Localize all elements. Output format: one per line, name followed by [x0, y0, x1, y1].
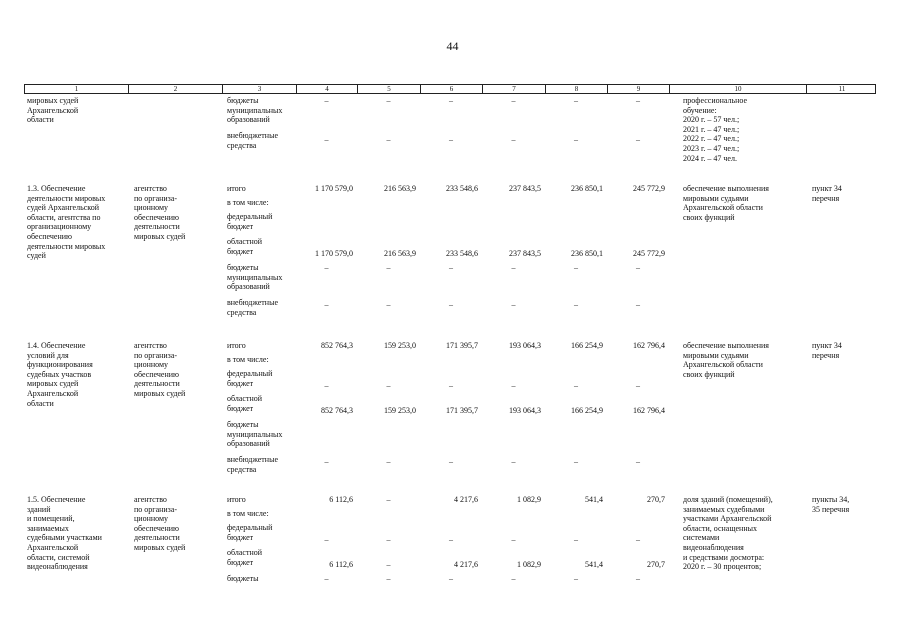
value-cell: –	[636, 574, 640, 583]
value-cell: 270,7	[647, 495, 665, 504]
funding-source-label: федеральный	[227, 523, 273, 532]
indicator-text: Архангельской области	[683, 360, 763, 370]
event-title: и помещений,	[27, 514, 75, 524]
value-cell: –	[636, 96, 640, 105]
indicator-text: обеспечение выполнения	[683, 184, 769, 193]
value-cell: 6 112,6	[329, 495, 353, 504]
value-cell: –	[386, 495, 391, 504]
event-title: области, агентства по	[27, 212, 101, 222]
value-cell: –	[386, 535, 391, 544]
event-title: условий для	[27, 350, 69, 360]
value-cell: –	[386, 300, 391, 309]
value-cell: –	[386, 135, 391, 144]
value-cell: –	[449, 381, 453, 390]
value-cell: –	[636, 535, 640, 544]
value-cell: –	[449, 300, 453, 309]
reference-text: перечня	[812, 193, 840, 203]
value-cell: 193 064,3	[509, 341, 541, 350]
value-cell: 159 253,0	[384, 341, 416, 350]
event-title: Архангельской	[27, 543, 79, 552]
funding-source-label: бюджет	[227, 532, 254, 542]
event-title: 1.3. Обеспечение	[27, 184, 86, 193]
funding-source-label: бюджет	[227, 246, 254, 256]
indicator-text: доля зданий (помещений),	[683, 495, 773, 504]
indicator-text: своих функций	[683, 212, 735, 222]
funding-source-label: областной	[227, 394, 263, 403]
value-cell: 166 254,9	[571, 341, 603, 350]
funding-source-label: областной	[227, 237, 263, 246]
responsible-agency: ционному	[134, 203, 169, 213]
responsible-agency: деятельности	[134, 222, 180, 232]
reference-text: пункт 34	[812, 184, 842, 193]
value-cell: 159 253,0	[384, 406, 416, 415]
responsible-agency: мировых судей	[134, 543, 186, 552]
funding-source-label: образований	[227, 439, 270, 449]
header-col-7: 7	[483, 85, 546, 93]
value-cell: 236 850,1	[571, 184, 603, 193]
value-cell: –	[636, 457, 640, 466]
funding-source-label: средства	[227, 307, 257, 317]
value-cell: –	[636, 381, 640, 390]
header-col-11: 11	[838, 85, 846, 93]
value-cell: 1 170 579,0	[315, 184, 353, 193]
value-cell: –	[511, 457, 516, 466]
value-cell: –	[324, 457, 329, 466]
responsible-agency: мировых судей	[134, 232, 186, 241]
indicator-text: области, оснащенных	[683, 523, 757, 533]
value-cell: –	[386, 560, 391, 569]
value-cell: 4 217,6	[454, 560, 478, 569]
value-cell: –	[386, 96, 391, 105]
value-cell: –	[386, 457, 391, 466]
funding-source-label: бюджеты	[227, 263, 259, 272]
indicator-text: и средствами досмотра:	[683, 552, 765, 562]
value-cell: –	[449, 263, 453, 272]
value-cell: 245 772,9	[633, 184, 665, 193]
funding-source-label: муниципальных	[227, 272, 283, 282]
table-header-row	[24, 84, 876, 94]
indicator-text: обеспечение выполнения	[683, 341, 769, 350]
value-cell: –	[324, 263, 329, 272]
value-cell: –	[386, 263, 391, 272]
page-number: 44	[446, 39, 459, 53]
value-cell: –	[324, 135, 329, 144]
value-cell: –	[449, 96, 453, 105]
funding-source-label: бюджет	[227, 378, 254, 388]
funding-source-label: образований	[227, 115, 270, 125]
indicator-text: 2023 г. – 47 чел.;	[683, 144, 740, 153]
header-col-5: 5	[358, 85, 421, 93]
event-title: области, системой	[27, 552, 90, 562]
reference-text: перечня	[812, 350, 840, 360]
funding-source-label: внебюджетные	[227, 455, 278, 464]
event-title: области	[27, 398, 54, 408]
funding-source-label: в том числе:	[227, 355, 269, 364]
value-cell: 6 112,6	[329, 560, 353, 569]
value-cell: 270,7	[647, 560, 665, 569]
reference-text: пункт 34	[812, 341, 842, 350]
indicator-text: 2020 г. – 57 чел.;	[683, 115, 740, 125]
value-cell: 216 563,9	[384, 184, 416, 193]
event-title: судей Архангельской	[27, 203, 100, 213]
funding-source-label: областной	[227, 548, 263, 557]
value-cell: 852 764,3	[321, 406, 353, 415]
responsible-agency: обеспечению	[134, 212, 180, 222]
header-col-3: 3	[223, 85, 297, 93]
responsible-agency: агентство	[134, 184, 167, 193]
indicator-text: 2024 г. – 47 чел.	[683, 153, 737, 163]
funding-source-label: средства	[227, 464, 257, 474]
responsible-agency: агентство	[134, 341, 167, 350]
value-cell: 237 843,5	[509, 184, 541, 193]
funding-source-label: бюджеты	[227, 96, 259, 105]
value-cell: –	[386, 381, 391, 390]
value-cell: –	[511, 535, 516, 544]
value-cell: –	[636, 135, 640, 144]
event-title: судей	[27, 251, 46, 261]
value-cell: –	[511, 96, 516, 105]
value-cell: –	[574, 263, 578, 272]
responsible-agency: обеспечению	[134, 523, 180, 533]
value-cell: –	[511, 381, 516, 390]
header-col-8: 8	[546, 85, 608, 93]
value-cell: –	[511, 135, 516, 144]
funding-source-label: средства	[227, 140, 257, 150]
header-col-10: 10	[670, 85, 807, 93]
row-title-continued: Архангельской	[27, 105, 79, 115]
reference-text: пункты 34,	[812, 495, 850, 504]
value-cell: –	[511, 300, 516, 309]
funding-source-label: в том числе:	[227, 509, 269, 518]
value-cell: 1 170 579,0	[315, 249, 353, 258]
indicator-text: 2022 г. – 47 чел.;	[683, 134, 740, 144]
event-title: мировых судей	[27, 379, 79, 389]
indicator-text: мировыми судьями	[683, 193, 749, 203]
funding-source-label: итого	[227, 341, 246, 350]
value-cell: 162 796,4	[633, 341, 665, 350]
value-cell: 193 064,3	[509, 406, 541, 415]
value-cell: –	[636, 263, 640, 272]
value-cell: 216 563,9	[384, 249, 416, 258]
event-title: судебными участками	[27, 533, 102, 543]
responsible-agency: ционному	[134, 360, 169, 370]
value-cell: –	[574, 381, 578, 390]
value-cell: –	[324, 96, 329, 105]
event-title: видеонаблюдения	[27, 562, 88, 572]
header-col-6: 6	[421, 85, 483, 93]
indicator-text: участками Архангельской	[683, 514, 772, 524]
funding-source-label: образований	[227, 282, 270, 292]
funding-source-label: бюджет	[227, 221, 254, 231]
header-col-2: 2	[129, 85, 223, 93]
value-cell: –	[574, 135, 578, 144]
reference-text: 35 перечня	[812, 504, 850, 514]
value-cell: –	[636, 300, 640, 309]
row-title-continued: мировых судей	[27, 96, 79, 105]
header-col-9: 9	[608, 85, 670, 93]
event-title: Архангельской	[27, 389, 79, 398]
value-cell: –	[511, 263, 516, 272]
value-cell: 233 548,6	[446, 184, 478, 193]
value-cell: 166 254,9	[571, 406, 603, 415]
header-col-1: 1	[25, 85, 129, 93]
event-title: 1.4. Обеспечение	[27, 341, 86, 350]
indicator-text: видеонаблюдения	[683, 543, 744, 552]
value-cell: –	[574, 535, 578, 544]
responsible-agency: ционному	[134, 514, 169, 524]
funding-source-label: бюджеты	[227, 420, 259, 429]
value-cell: –	[386, 574, 391, 583]
indicator-text: занимаемых судебными	[683, 504, 765, 514]
value-cell: –	[449, 574, 453, 583]
value-cell: –	[324, 574, 329, 583]
indicator-text: мировыми судьями	[683, 350, 749, 360]
funding-source-label: бюджеты	[227, 574, 259, 583]
responsible-agency: по организа-	[134, 193, 178, 203]
funding-source-label: итого	[227, 184, 246, 193]
funding-source-label: федеральный	[227, 369, 273, 378]
responsible-agency: по организа-	[134, 350, 178, 360]
value-cell: 4 217,6	[454, 495, 478, 504]
responsible-agency: мировых судей	[134, 389, 186, 398]
funding-source-label: внебюджетные	[227, 298, 278, 307]
value-cell: 171 395,7	[446, 341, 478, 350]
value-cell: 162 796,4	[633, 406, 665, 415]
responsible-agency: агентство	[134, 495, 167, 504]
indicator-text: системами	[683, 533, 720, 543]
value-cell: 171 395,7	[446, 406, 478, 415]
event-title: функционирования	[27, 360, 93, 370]
value-cell: –	[324, 381, 329, 390]
funding-source-label: бюджет	[227, 403, 254, 413]
value-cell: –	[511, 574, 516, 583]
value-cell: –	[449, 535, 453, 544]
value-cell: 233 548,6	[446, 249, 478, 258]
funding-source-label: муниципальных	[227, 429, 283, 439]
value-cell: –	[574, 96, 578, 105]
responsible-agency: деятельности	[134, 379, 180, 389]
event-title: деятельности мировых	[27, 241, 106, 251]
indicator-text: профессиональное	[683, 96, 748, 105]
value-cell: 1 082,9	[517, 560, 541, 569]
value-cell: 237 843,5	[509, 249, 541, 258]
funding-source-label: федеральный	[227, 212, 273, 221]
responsible-agency: по организа-	[134, 504, 178, 514]
value-cell: –	[574, 574, 578, 583]
value-cell: –	[574, 457, 578, 466]
funding-source-label: внебюджетные	[227, 131, 278, 140]
value-cell: 541,4	[585, 560, 603, 569]
value-cell: –	[324, 535, 329, 544]
responsible-agency: деятельности	[134, 533, 180, 543]
value-cell: –	[324, 300, 329, 309]
responsible-agency: обеспечению	[134, 369, 180, 379]
event-title: организационному	[27, 222, 92, 232]
indicator-text: 2020 г. – 30 процентов;	[683, 562, 762, 572]
event-title: занимаемых	[27, 523, 69, 533]
value-cell: –	[449, 135, 453, 144]
value-cell: 852 764,3	[321, 341, 353, 350]
event-title: обеспечению	[27, 232, 73, 241]
event-title: судебных участков	[27, 369, 92, 379]
value-cell: 245 772,9	[633, 249, 665, 258]
value-cell: 541,4	[585, 495, 603, 504]
indicator-text: Архангельской области	[683, 203, 763, 213]
funding-source-label: бюджет	[227, 557, 254, 567]
value-cell: 1 082,9	[517, 495, 541, 504]
value-cell: 236 850,1	[571, 249, 603, 258]
event-title: деятельности мировых	[27, 193, 106, 203]
row-title-continued: области	[27, 115, 54, 125]
funding-source-label: итого	[227, 495, 246, 504]
event-title: 1.5. Обеспечение	[27, 495, 86, 504]
value-cell: –	[449, 457, 453, 466]
indicator-text: своих функций	[683, 369, 735, 379]
indicator-text: 2021 г. – 47 чел.;	[683, 124, 740, 134]
event-title: зданий	[27, 504, 51, 514]
value-cell: –	[574, 300, 578, 309]
funding-source-label: в том числе:	[227, 198, 269, 207]
header-col-4: 4	[297, 85, 358, 93]
indicator-text: обучение:	[683, 105, 717, 115]
funding-source-label: муниципальных	[227, 105, 283, 115]
